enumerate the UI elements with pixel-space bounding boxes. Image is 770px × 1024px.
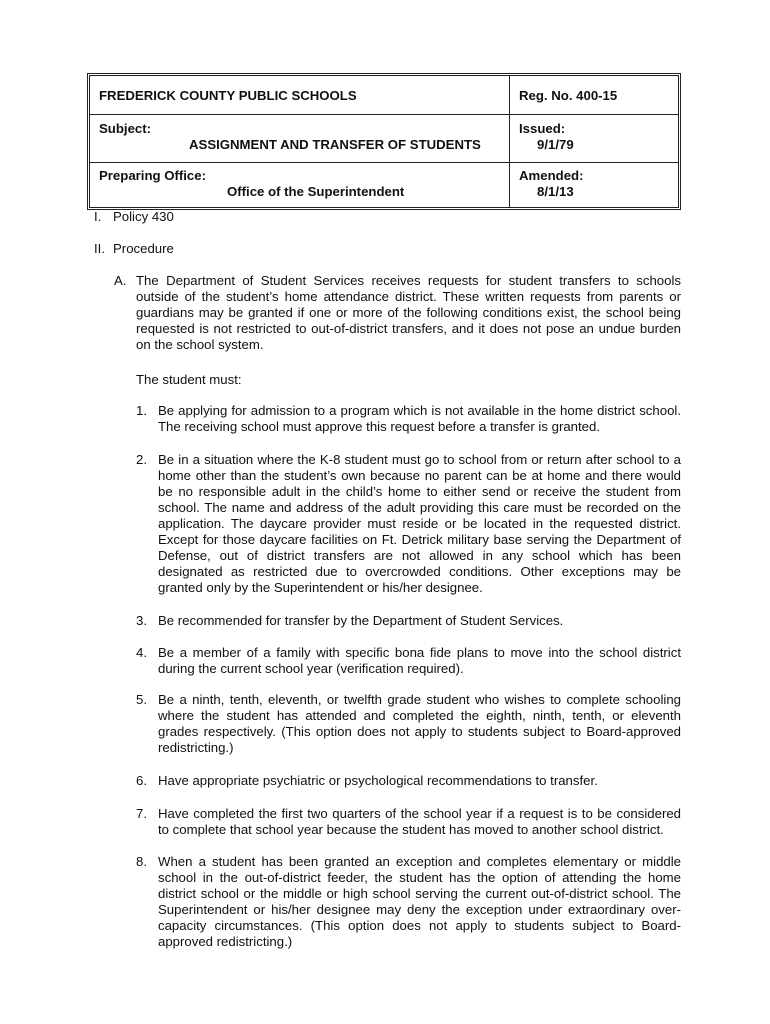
- list-item: [136, 613, 681, 629]
- item-number: 6.: [136, 773, 147, 788]
- item-number: 2.: [136, 452, 147, 467]
- list-item: [136, 773, 681, 789]
- list-item: [136, 854, 681, 950]
- item-number: 8.: [136, 854, 147, 869]
- item-text: Have appropriate psychiatric or psychological recommendations to transfer.: [158, 773, 598, 788]
- organization-name: FREDERICK COUNTY PUBLIC SCHOOLS: [99, 88, 357, 103]
- subject-title: ASSIGNMENT AND TRANSFER OF STUDENTS: [189, 137, 481, 152]
- paragraph-a: [114, 273, 681, 353]
- section-text: Policy 430: [113, 209, 174, 224]
- section-policy: [94, 209, 174, 225]
- section-number: I.: [94, 209, 102, 224]
- amended-date: 8/1/13: [537, 184, 574, 199]
- item-number: 5.: [136, 692, 147, 707]
- amended-label: Amended:: [519, 168, 584, 183]
- list-item: [136, 806, 681, 838]
- preparing-office-name: Office of the Superintendent: [227, 184, 405, 199]
- list-item: [136, 403, 681, 435]
- section-number: II.: [94, 241, 105, 256]
- item-text: Be applying for admission to a program which is not available in the home district school. The receiving school must approve this request before a transfer is granted.: [158, 403, 681, 434]
- item-text: Have completed the first two quarters of the school year if a request is to be considered to complete that school year because the student has moved to another school district.: [158, 806, 681, 837]
- list-item: [136, 692, 681, 756]
- header-table: [87, 73, 681, 210]
- student-must-heading: The student must:: [136, 372, 242, 387]
- header-row-office: [90, 163, 678, 207]
- item-text: Be a ninth, tenth, eleventh, or twelfth grade student who wishes to complete schooling where the student has attended and completed the eighth, ninth, tenth, or eleventh grades respectively. (This option does not apply to students subject to Board-approved redistricting.): [158, 692, 681, 755]
- issued-date: 9/1/79: [537, 137, 574, 152]
- paragraph-text: The Department of Student Services receives requests for student transfers to schools outside of the student’s home attendance district. These written requests from parents or guardians may be granted if one or more of the following conditions exist, the school being requested is not restricted to out-of-district transfers, and it does not pose an undue burden on the school system.: [136, 273, 681, 352]
- list-item: [136, 452, 681, 596]
- item-number: 7.: [136, 806, 147, 821]
- item-number: 3.: [136, 613, 147, 628]
- paragraph-label: A.: [114, 273, 127, 288]
- header-row-subject: [90, 115, 678, 163]
- section-procedure: [94, 241, 174, 257]
- item-text: Be a member of a family with specific bona fide plans to move into the school district during the current school year (verification required).: [158, 645, 681, 676]
- header-row-title: [90, 76, 678, 115]
- list-item: [136, 645, 681, 677]
- item-text: Be recommended for transfer by the Department of Student Services.: [158, 613, 564, 628]
- item-text: When a student has been granted an exception and completes elementary or middle school in the out-of-district feeder, the student has the option of attending the home district school or the middle or high school serving the current out-of-district school. The Superintendent or his/her designee may deny the exception under extraordinary over-capacity circumstances. (This option does not apply to students subject to Board-approved redistricting.): [158, 854, 681, 949]
- regulation-number: Reg. No. 400-15: [519, 88, 618, 103]
- subject-label: Subject:: [99, 121, 152, 136]
- item-number: 1.: [136, 403, 147, 418]
- section-text: Procedure: [113, 241, 174, 256]
- issued-label: Issued:: [519, 121, 566, 136]
- item-text: Be in a situation where the K-8 student must go to school from or return after school to a home other than the student’s own because no parent can be at home and there would be no responsible adult in the child’s home to either send or receive the student from school. The name and address of the adult providing this care must be recorded on the application. The daycare provider must reside or be located in the requested district. Except for those daycare facilities on Ft. Detrick military base serving the Department of Defense, out of district transfers are not allowed in any school which has been designated as restricted due to overcrowded conditions. Other exceptions may be granted only by the Superintendent or his/her designee.: [158, 452, 681, 595]
- preparing-office-label: Preparing Office:: [99, 168, 206, 183]
- item-number: 4.: [136, 645, 147, 660]
